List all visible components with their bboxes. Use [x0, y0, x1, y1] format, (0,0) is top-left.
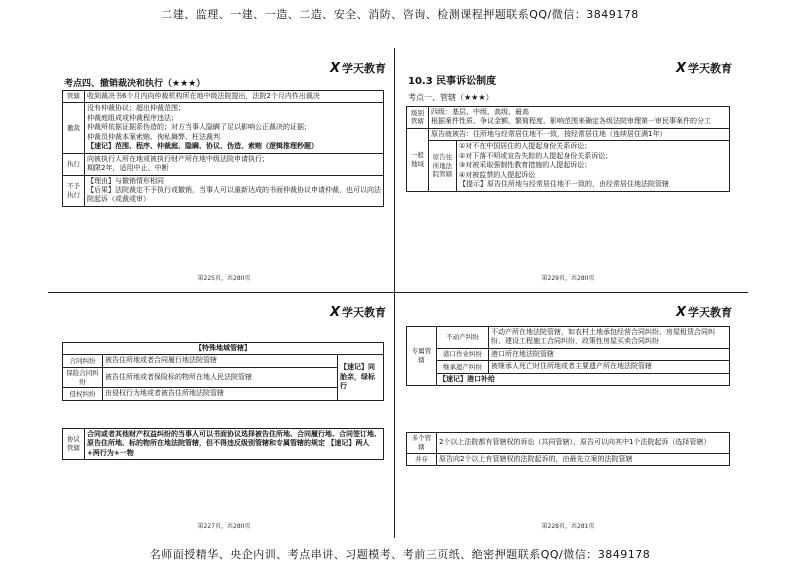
- page-footer: 第228页，共281页: [541, 523, 595, 530]
- brand-name: 学天教育: [342, 306, 386, 319]
- row-text: 原告就被告：住所地与经常居住地不一致，按经常居住地（连续居住满1年）: [429, 128, 730, 140]
- line: 期限2年，适用中止、中断: [87, 164, 169, 173]
- brand-mark-icon: Ⅹ: [675, 60, 686, 76]
- line: 四级：基层、中级、高级、最高: [431, 108, 529, 116]
- bottom-banner: 名师面授精华、央企内训、考点串讲、习题模考、考前三页纸、绝密押题联系QQ/微信：3849178: [149, 548, 651, 561]
- horizontal-divider: [48, 292, 748, 293]
- page-heading: 考点四、撤销裁决和执行（★★★）: [64, 79, 206, 89]
- brand-mark-icon: Ⅹ: [329, 304, 340, 320]
- row-label: 级别管辖: [407, 107, 429, 129]
- page-subheading: 考点一、管辖（★★★）: [408, 93, 494, 102]
- row-text: [85, 103, 384, 153]
- row-text: 合同或者其他财产权益纠纷的当事人可以书面协议选择被告住所地、合同履行地、合同签订地、原告住所地、标的物所在地法院管辖，但不得违反级别管辖和专属管辖的规定 【速记】两人+两行为+一物: [85, 429, 384, 460]
- row-text: [85, 153, 384, 175]
- row-label: 继承遗产纠纷: [437, 361, 489, 373]
- row-label: 不动产纠纷: [437, 327, 489, 349]
- page-footer: 第229页，共280页: [541, 275, 595, 282]
- line: 仲裁员仲裁本案索贿、徇私舞弊、枉法裁判: [87, 132, 220, 141]
- line: ②对下落不明或宣告失踪的人提起身份关系诉讼；: [459, 151, 613, 160]
- row-label: 撤裁: [63, 103, 85, 153]
- row-label: 原告住所地法院管辖: [429, 141, 457, 191]
- row-label: 多个管辖: [407, 433, 437, 454]
- line: 没有仲裁协议；超出仲裁范围；: [87, 104, 185, 113]
- line: ③对被采取强制性教育措施的人提起诉讼；: [459, 161, 592, 170]
- arbitration-table: [62, 90, 384, 207]
- row-text: [457, 141, 730, 191]
- row-label: 不予执行: [63, 175, 85, 206]
- row-label: 协议管辖: [63, 429, 85, 460]
- page-footer: 第227页，共280页: [197, 523, 251, 530]
- line: 仲裁所依据证据系伪造的；对方当事人隐瞒了足以影响公正裁决的证据；: [87, 123, 311, 132]
- table-row: [407, 141, 730, 191]
- line: 仲裁庭组成或仲裁程序违法；: [87, 113, 178, 122]
- table-row: [63, 367, 384, 388]
- row-label: 一般地域: [407, 128, 429, 191]
- table-row: [63, 355, 384, 367]
- row-label: 侵权纠纷: [63, 388, 103, 400]
- brand-mark-icon: Ⅹ: [329, 60, 340, 76]
- table-row: [407, 453, 730, 465]
- brand-name: 学天教育: [688, 62, 732, 75]
- table-row: [63, 103, 384, 153]
- row-label: 执行: [63, 153, 85, 175]
- exclusive-table: [406, 326, 730, 386]
- table-row: [63, 343, 384, 355]
- table-row: [407, 327, 730, 349]
- page-229: [402, 58, 734, 284]
- section-title: 【特殊地域管辖】: [63, 343, 384, 355]
- brand-logo: [330, 304, 386, 320]
- table-row: [63, 175, 384, 206]
- memo-line: 【速记】范围、程序、仲裁庭、隐瞒、协议、伪造、索贿（逻辑推理秒题）: [87, 142, 318, 151]
- row-text: 不动产所在地法院管辖，如农村土地承包经营合同纠纷、房屋租赁合同纠纷、建设工程施工合同纠纷，政策性房屋买卖合同纠纷: [489, 327, 730, 349]
- row-label: 保险合同纠纷: [63, 367, 103, 388]
- special-territory-table: [62, 342, 384, 401]
- brand-logo: [676, 304, 732, 320]
- brand-name: 学天教育: [342, 62, 386, 75]
- page-225: [60, 58, 388, 284]
- row-text: 被告住所地或者保险标的物所在地人民法院管辖: [103, 367, 338, 388]
- line: 【理由】与撤销情形相同: [87, 176, 164, 185]
- row-text: 由侵权行为地或者被告住所地法院管辖: [103, 388, 338, 400]
- page-228: [402, 302, 734, 532]
- line: 根据案件性质、争议金额、繁简程度、影响范围来确定各级法院审理第一审民事案件的分工: [431, 117, 711, 126]
- row-text: 收到裁决书6个月内向仲裁机构所在地中级法院提出，法院2个月内作出裁决: [85, 91, 384, 103]
- brand-logo: [330, 60, 386, 76]
- vertical-divider: [394, 48, 395, 538]
- row-label: 合同纠纷: [63, 355, 103, 367]
- row-text: 2个以上法院都有管辖权的诉讼（共同管辖），原告可以向其中1个法院起诉（选择管辖）: [437, 433, 730, 454]
- row-text: 原告向2个以上有管辖权的法院起诉的，由最先立案的法院管辖: [437, 453, 730, 465]
- page-227: [60, 302, 388, 532]
- brand-name: 学天教育: [688, 306, 732, 319]
- table-row: [63, 388, 384, 400]
- line: 向被执行人所在地或被执行财产所在地中级法院申请执行；: [87, 154, 269, 163]
- jurisdiction-table: [406, 106, 730, 192]
- row-text: 港口所在地法院管辖: [489, 348, 730, 360]
- row-text: 被告住所地或者合同履行地法院管辖: [103, 355, 338, 367]
- memo: 【速记】同胎亲，绿标行: [338, 355, 384, 400]
- row-label: 专属管辖: [407, 327, 437, 386]
- multi-jurisdiction-table: [406, 432, 730, 466]
- table-row: [407, 128, 730, 140]
- top-banner: 二建、监理、一建、一造、二造、安全、消防、咨询、检测课程押题联系QQ/微信：3849178: [161, 8, 639, 21]
- line: ④对被监禁的人提起诉讼: [459, 170, 536, 179]
- table-row: [407, 373, 730, 385]
- brand-logo: [676, 60, 732, 76]
- tip-line: 【提示】原告住所地与经常居住地不一致的，由经常居住地法院管辖: [459, 180, 669, 189]
- line: 【后果】法院裁定不予执行或撤销，当事人可以重新达成的书面仲裁协议申请仲裁，也可以向法院起诉（或裁或审）: [87, 185, 381, 204]
- table-row: [407, 361, 730, 373]
- table-row: [407, 433, 730, 454]
- row-label: 港口作业纠纷: [437, 348, 489, 360]
- agreement-table: [62, 428, 384, 460]
- table-row: [407, 107, 730, 129]
- row-label: 并存: [407, 453, 437, 465]
- table-row: [63, 153, 384, 175]
- row-label: 管辖: [63, 91, 85, 103]
- line: ①对不在中国居住的人提起身份关系诉讼；: [459, 142, 592, 151]
- row-text: 被继承人死亡时住所地或者主要遗产所在地法院管辖: [489, 361, 730, 373]
- table-row: [63, 91, 384, 103]
- memo: 【速记】港口补给: [437, 373, 730, 385]
- page-footer: 第225页，共280页: [197, 275, 251, 282]
- page-heading: 10.3 民事诉讼制度: [408, 76, 497, 87]
- row-text: [85, 175, 384, 206]
- row-text: [429, 107, 730, 129]
- brand-mark-icon: Ⅹ: [675, 304, 686, 320]
- table-row: [407, 348, 730, 360]
- table-row: [63, 429, 384, 460]
